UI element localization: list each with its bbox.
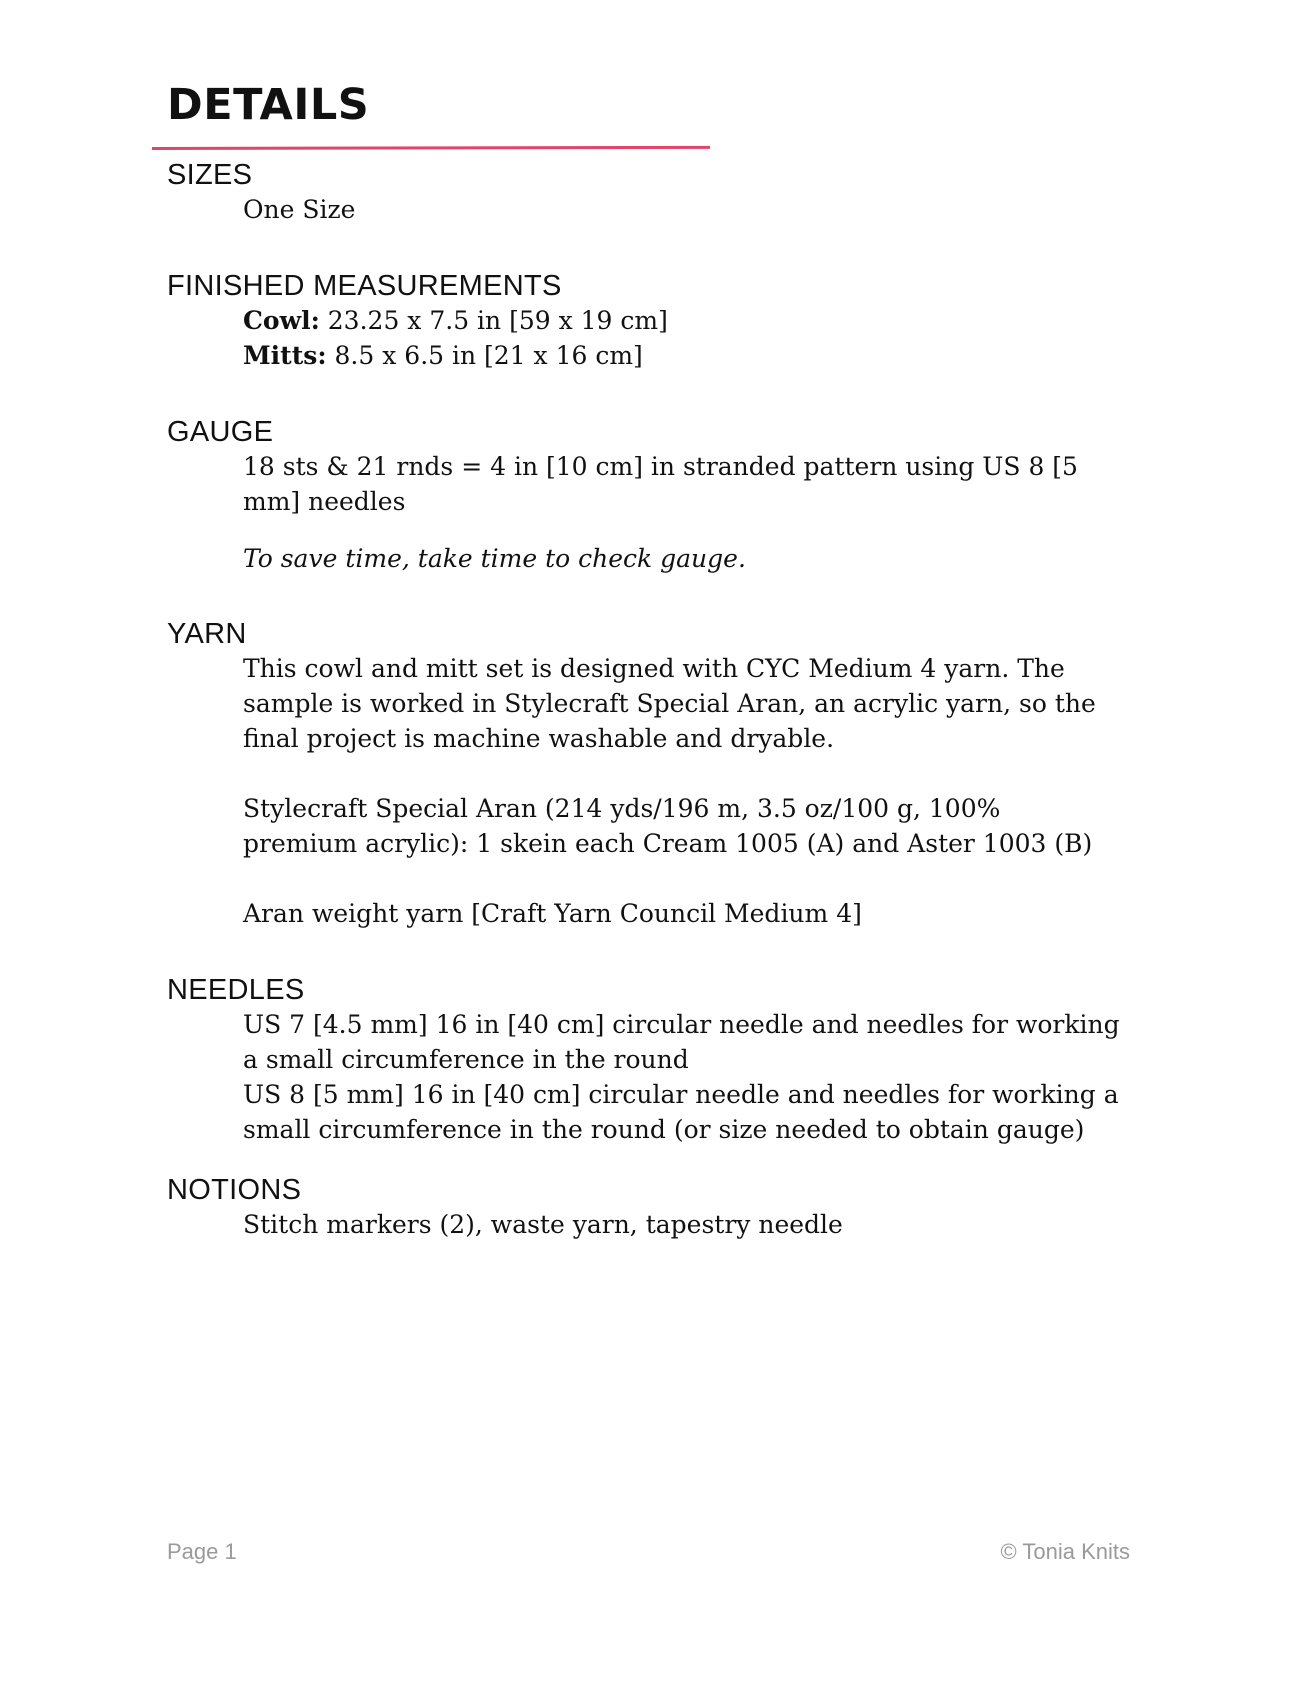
yarn-description: This cowl and mitt set is designed with CYC Medium 4 yarn. The sample is worked in Stylecraft Special Aran, an acrylic yarn, so the final project is machine washable and dryable. (243, 654, 1096, 753)
needle-size-1: US 7 [4.5 mm] 16 in [40 cm] circular needle and needles for working a small circumference in the round (243, 1010, 1120, 1074)
cowl-value: 23.25 x 7.5 in [59 x 19 cm] (327, 306, 668, 335)
gauge-value: 18 sts & 21 rnds = 4 in [10 cm] in stranded pattern using US 8 [5 mm] needles (243, 452, 1078, 516)
yarn-heading: YARN (167, 618, 247, 650)
sizes-body (243, 192, 1147, 227)
gauge-heading: GAUGE (167, 416, 274, 448)
page-title: DETAILS (167, 80, 370, 130)
finished-measurements-body (243, 303, 1147, 373)
finished-measurements-section (167, 269, 1147, 373)
mitts-measurement (243, 338, 1147, 373)
yarn-weight: Aran weight yarn [Craft Yarn Council Medium 4] (243, 899, 862, 928)
yarn-body (243, 651, 1113, 931)
needle-size-2: US 8 [5 mm] 16 in [40 cm] circular needle and needles for working a small circumference in the round (or size needed to obtain gauge) (243, 1080, 1119, 1144)
gauge-body (243, 449, 1113, 576)
spacer (243, 861, 1113, 896)
copyright-notice: © Tonia Knits (1000, 1539, 1130, 1564)
cowl-measurement (243, 303, 1147, 338)
notions-heading: NOTIONS (167, 1174, 302, 1206)
sizes-section (167, 158, 1147, 227)
mitts-label: Mitts: (243, 341, 327, 370)
needles-body (243, 1007, 1123, 1147)
spacer (243, 756, 1113, 791)
finished-measurements-heading: FINISHED MEASUREMENTS (167, 270, 562, 302)
title-underline-rule (152, 146, 710, 150)
sizes-heading: SIZES (167, 159, 253, 191)
notions-value: Stitch markers (2), waste yarn, tapestry needle (243, 1210, 843, 1239)
spacer (243, 519, 1113, 541)
cowl-label: Cowl: (243, 306, 320, 335)
yarn-product-details: Stylecraft Special Aran (214 yds/196 m, 3.5 oz/100 g, 100% premium acrylic): 1 skein each Cream 1005 (A) and Aster 1003 (B) (243, 794, 1093, 858)
notions-section (167, 1173, 1147, 1242)
gauge-section (167, 415, 1147, 576)
page-number: Page 1 (167, 1539, 237, 1564)
notions-body (243, 1207, 1147, 1242)
mitts-value: 8.5 x 6.5 in [21 x 16 cm] (334, 341, 643, 370)
yarn-section (167, 617, 1147, 931)
needles-heading: NEEDLES (167, 974, 305, 1006)
gauge-note: To save time, take time to check gauge. (243, 544, 746, 573)
needles-section (167, 973, 1147, 1147)
sizes-value: One Size (243, 195, 356, 224)
